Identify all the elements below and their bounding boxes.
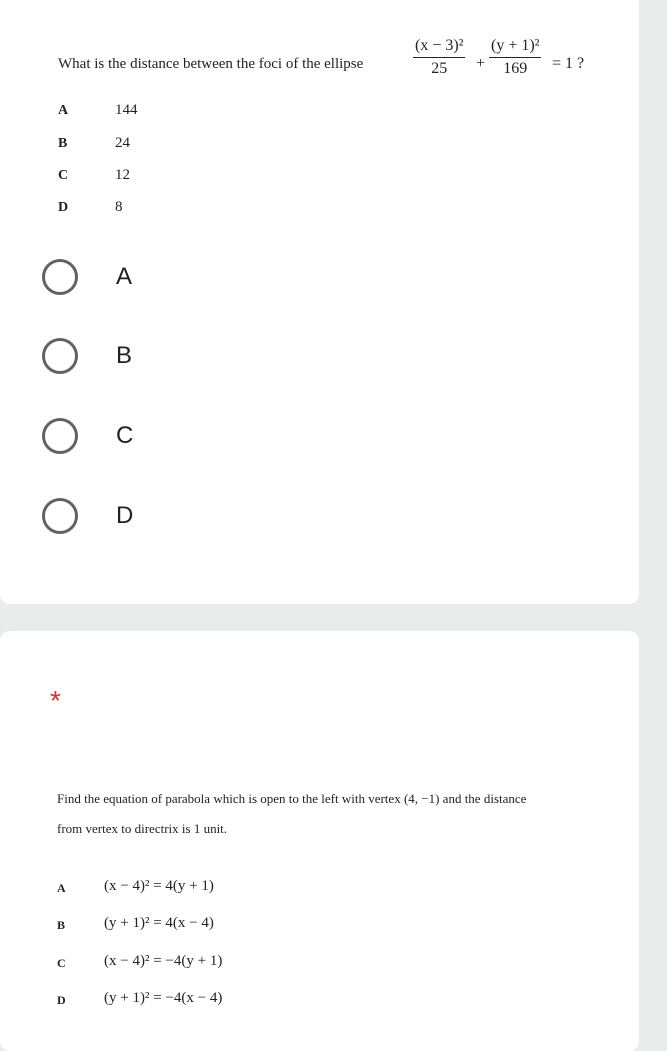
fraction-2-numerator: (y + 1)² xyxy=(491,37,540,54)
equals-one: = 1 ? xyxy=(552,55,585,72)
q2-option-letter-c: C xyxy=(57,956,66,970)
q2-option-equation-b: (y + 1)² = 4(x − 4) xyxy=(104,915,214,931)
choice-a-label: A xyxy=(116,263,133,290)
option-letter-a: A xyxy=(58,103,69,118)
fraction-1 xyxy=(413,37,465,78)
choice-b[interactable] xyxy=(42,336,132,376)
radio-d[interactable] xyxy=(42,498,78,534)
question-card-2 xyxy=(0,631,639,1051)
question-2-line-2: from vertex to directrix is 1 unit. xyxy=(57,821,228,836)
plus-sign: + xyxy=(476,55,486,72)
fraction-1-numerator: (x − 3)² xyxy=(415,37,464,54)
choice-d-label: D xyxy=(116,502,134,529)
option-letter-b: B xyxy=(58,136,68,151)
q2-option-equation-a: (x − 4)² = 4(y + 1) xyxy=(104,878,214,894)
choice-b-label: B xyxy=(116,342,133,369)
choice-c[interactable] xyxy=(42,416,133,456)
radio-c[interactable] xyxy=(42,418,78,454)
option-value-d: 8 xyxy=(115,199,123,215)
fraction-2 xyxy=(489,37,541,78)
fraction-1-denominator: 25 xyxy=(431,60,448,77)
q2-option-equation-c: (x − 4)² = −4(y + 1) xyxy=(104,953,223,969)
question-2-line-1: Find the equation of parabola which is open to the left with vertex (4, −1) and the distance xyxy=(57,791,527,806)
radio-b[interactable] xyxy=(42,338,78,374)
option-value-b: 24 xyxy=(115,135,130,151)
choice-d[interactable] xyxy=(42,496,133,536)
option-letter-c: C xyxy=(58,168,69,183)
q2-option-letter-d: D xyxy=(57,993,66,1007)
option-value-a: 144 xyxy=(115,102,138,118)
q2-option-letter-a: A xyxy=(57,881,66,895)
choice-c-label: C xyxy=(116,422,134,449)
q2-option-letter-b: B xyxy=(57,918,66,932)
question-1-prompt: What is the distance between the foci of the ellipse xyxy=(58,56,364,72)
required-asterisk: * xyxy=(50,685,61,716)
q2-option-equation-d: (y + 1)² = −4(x − 4) xyxy=(104,990,223,1006)
option-value-c: 12 xyxy=(115,167,130,183)
choice-a[interactable] xyxy=(42,257,132,297)
fraction-2-denominator: 169 xyxy=(503,60,528,77)
radio-a[interactable] xyxy=(42,259,78,295)
option-letter-d: D xyxy=(58,200,69,215)
